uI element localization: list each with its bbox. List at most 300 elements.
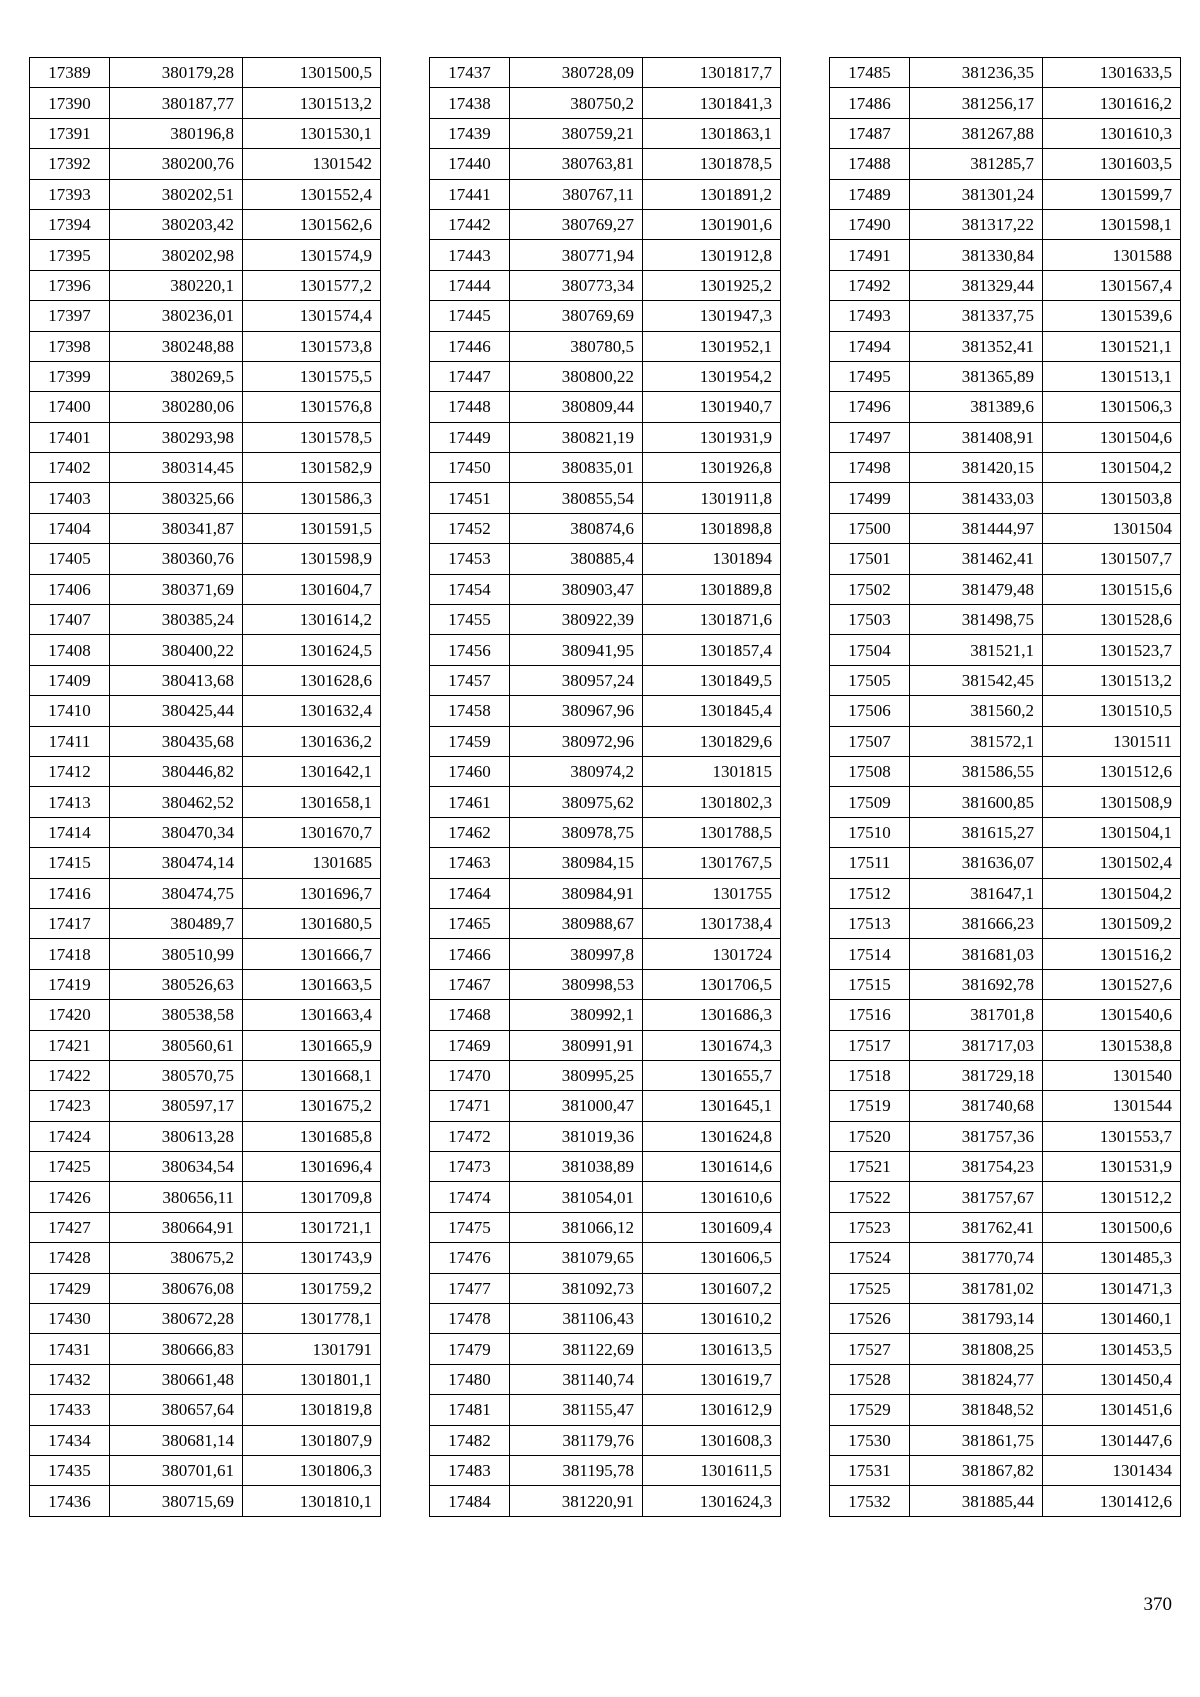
y-coordinate-cell: 1301562,6 (243, 209, 381, 239)
page-number: 370 (1143, 1594, 1172, 1615)
table-row (430, 1334, 781, 1364)
point-id-cell: 17514 (830, 939, 910, 969)
y-coordinate-cell: 1301460,1 (1043, 1304, 1181, 1334)
y-coordinate-cell: 1301509,2 (1043, 908, 1181, 938)
y-coordinate-cell: 1301544 (1043, 1091, 1181, 1121)
x-coordinate-cell: 381365,89 (910, 361, 1043, 391)
point-id-cell: 17531 (830, 1455, 910, 1485)
x-coordinate-cell: 380196,8 (110, 118, 243, 148)
table-row (430, 635, 781, 665)
table-row (830, 605, 1181, 635)
point-id-cell: 17425 (30, 1152, 110, 1182)
table-row (30, 848, 381, 878)
x-coordinate-cell: 380435,68 (110, 726, 243, 756)
y-coordinate-cell: 1301512,6 (1043, 756, 1181, 786)
table-row (830, 118, 1181, 148)
y-coordinate-cell: 1301614,2 (243, 605, 381, 635)
y-coordinate-cell: 1301633,5 (1043, 58, 1181, 88)
y-coordinate-cell: 1301619,7 (643, 1364, 781, 1394)
y-coordinate-cell: 1301658,1 (243, 787, 381, 817)
x-coordinate-cell: 380984,15 (510, 848, 643, 878)
point-id-cell: 17419 (30, 969, 110, 999)
table-row (430, 878, 781, 908)
table-row (830, 1121, 1181, 1151)
point-id-cell: 17473 (430, 1152, 510, 1182)
point-id-cell: 17508 (830, 756, 910, 786)
y-coordinate-cell: 1301412,6 (1043, 1486, 1181, 1516)
y-coordinate-cell: 1301500,5 (243, 58, 381, 88)
table-row (430, 331, 781, 361)
table-row (430, 209, 781, 239)
y-coordinate-cell: 1301447,6 (1043, 1425, 1181, 1455)
x-coordinate-cell: 380560,61 (110, 1030, 243, 1060)
y-coordinate-cell: 1301552,4 (243, 179, 381, 209)
point-id-cell: 17495 (830, 361, 910, 391)
table-row (830, 1273, 1181, 1303)
y-coordinate-cell: 1301512,2 (1043, 1182, 1181, 1212)
table-row (30, 88, 381, 118)
y-coordinate-cell: 1301665,9 (243, 1030, 381, 1060)
point-id-cell: 17397 (30, 301, 110, 331)
x-coordinate-cell: 380462,52 (110, 787, 243, 817)
table-row (430, 1152, 781, 1182)
table-row (830, 908, 1181, 938)
x-coordinate-cell: 381337,75 (910, 301, 1043, 331)
x-coordinate-cell: 381762,41 (910, 1212, 1043, 1242)
table-row (830, 209, 1181, 239)
x-coordinate-cell: 381038,89 (510, 1152, 643, 1182)
table-row (430, 969, 781, 999)
y-coordinate-cell: 1301894 (643, 544, 781, 574)
table-row (30, 756, 381, 786)
table-row (30, 392, 381, 422)
table-row (30, 1364, 381, 1394)
y-coordinate-cell: 1301613,5 (643, 1334, 781, 1364)
x-coordinate-cell: 380984,91 (510, 878, 643, 908)
y-coordinate-cell: 1301889,8 (643, 574, 781, 604)
table-row (430, 483, 781, 513)
point-id-cell: 17418 (30, 939, 110, 969)
point-id-cell: 17503 (830, 605, 910, 635)
table-row (430, 1425, 781, 1455)
table-row (430, 848, 781, 878)
point-id-cell: 17485 (830, 58, 910, 88)
table-row (830, 149, 1181, 179)
point-id-cell: 17478 (430, 1304, 510, 1334)
point-id-cell: 17471 (430, 1091, 510, 1121)
x-coordinate-cell: 381140,74 (510, 1364, 643, 1394)
y-coordinate-cell: 1301738,4 (643, 908, 781, 938)
table-row (30, 878, 381, 908)
point-id-cell: 17486 (830, 88, 910, 118)
x-coordinate-cell: 380800,22 (510, 361, 643, 391)
table-row (430, 756, 781, 786)
point-id-cell: 17490 (830, 209, 910, 239)
table-row (30, 179, 381, 209)
point-id-cell: 17440 (430, 149, 510, 179)
x-coordinate-cell: 381267,88 (910, 118, 1043, 148)
y-coordinate-cell: 1301504,2 (1043, 878, 1181, 908)
y-coordinate-cell: 1301655,7 (643, 1060, 781, 1090)
table-row (30, 483, 381, 513)
table-row (430, 301, 781, 331)
x-coordinate-cell: 380664,91 (110, 1212, 243, 1242)
table-row (30, 301, 381, 331)
table-row (430, 1486, 781, 1516)
y-coordinate-cell: 1301686,3 (643, 1000, 781, 1030)
table-row (430, 574, 781, 604)
table-row (830, 422, 1181, 452)
y-coordinate-cell: 1301610,6 (643, 1182, 781, 1212)
point-id-cell: 17438 (430, 88, 510, 118)
point-id-cell: 17412 (30, 756, 110, 786)
x-coordinate-cell: 380967,96 (510, 696, 643, 726)
y-coordinate-cell: 1301611,5 (643, 1455, 781, 1485)
y-coordinate-cell: 1301663,5 (243, 969, 381, 999)
table-row (830, 1152, 1181, 1182)
y-coordinate-cell: 1301668,1 (243, 1060, 381, 1090)
y-coordinate-cell: 1301829,6 (643, 726, 781, 756)
y-coordinate-cell: 1301819,8 (243, 1395, 381, 1425)
point-id-cell: 17498 (830, 453, 910, 483)
table-row (830, 1182, 1181, 1212)
x-coordinate-cell: 381329,44 (910, 270, 1043, 300)
point-id-cell: 17441 (430, 179, 510, 209)
x-coordinate-cell: 380656,11 (110, 1182, 243, 1212)
y-coordinate-cell: 1301485,3 (1043, 1243, 1181, 1273)
point-id-cell: 17431 (30, 1334, 110, 1364)
x-coordinate-cell: 380992,1 (510, 1000, 643, 1030)
x-coordinate-cell: 380941,95 (510, 635, 643, 665)
x-coordinate-cell: 380874,6 (510, 513, 643, 543)
y-coordinate-cell: 1301624,5 (243, 635, 381, 665)
x-coordinate-cell: 380236,01 (110, 301, 243, 331)
point-id-cell: 17516 (830, 1000, 910, 1030)
table-row (430, 1182, 781, 1212)
point-id-cell: 17530 (830, 1425, 910, 1455)
table-row (30, 149, 381, 179)
x-coordinate-cell: 381389,6 (910, 392, 1043, 422)
y-coordinate-cell: 1301706,5 (643, 969, 781, 999)
x-coordinate-cell: 380341,87 (110, 513, 243, 543)
x-coordinate-cell: 380715,69 (110, 1486, 243, 1516)
x-coordinate-cell: 381647,1 (910, 878, 1043, 908)
x-coordinate-cell: 381717,03 (910, 1030, 1043, 1060)
y-coordinate-cell: 1301542 (243, 149, 381, 179)
table-row (30, 726, 381, 756)
point-id-cell: 17504 (830, 635, 910, 665)
x-coordinate-cell: 381444,97 (910, 513, 1043, 543)
x-coordinate-cell: 380657,64 (110, 1395, 243, 1425)
y-coordinate-cell: 1301502,4 (1043, 848, 1181, 878)
y-coordinate-cell: 1301871,6 (643, 605, 781, 635)
y-coordinate-cell: 1301845,4 (643, 696, 781, 726)
y-coordinate-cell: 1301926,8 (643, 453, 781, 483)
point-id-cell: 17391 (30, 118, 110, 148)
point-id-cell: 17517 (830, 1030, 910, 1060)
x-coordinate-cell: 380991,91 (510, 1030, 643, 1060)
x-coordinate-cell: 381867,82 (910, 1455, 1043, 1485)
point-id-cell: 17452 (430, 513, 510, 543)
x-coordinate-cell: 380998,53 (510, 969, 643, 999)
x-coordinate-cell: 380325,66 (110, 483, 243, 513)
table-row (830, 88, 1181, 118)
table-row (830, 453, 1181, 483)
table-row (830, 696, 1181, 726)
point-id-cell: 17458 (430, 696, 510, 726)
y-coordinate-cell: 1301598,1 (1043, 209, 1181, 239)
point-id-cell: 17511 (830, 848, 910, 878)
table-row (830, 756, 1181, 786)
point-id-cell: 17525 (830, 1273, 910, 1303)
x-coordinate-cell: 381092,73 (510, 1273, 643, 1303)
table-row (430, 787, 781, 817)
table-row (830, 1395, 1181, 1425)
table-row (30, 1243, 381, 1273)
x-coordinate-cell: 380570,75 (110, 1060, 243, 1090)
table-row (430, 696, 781, 726)
x-coordinate-cell: 380771,94 (510, 240, 643, 270)
y-coordinate-cell: 1301925,2 (643, 270, 781, 300)
y-coordinate-cell: 1301675,2 (243, 1091, 381, 1121)
y-coordinate-cell: 1301608,3 (643, 1425, 781, 1455)
table-row (30, 331, 381, 361)
table-row (430, 270, 781, 300)
point-id-cell: 17493 (830, 301, 910, 331)
point-id-cell: 17395 (30, 240, 110, 270)
coordinates-table-3 (829, 57, 1181, 1517)
point-id-cell: 17496 (830, 392, 910, 422)
point-id-cell: 17505 (830, 665, 910, 695)
point-id-cell: 17432 (30, 1364, 110, 1394)
y-coordinate-cell: 1301574,9 (243, 240, 381, 270)
point-id-cell: 17404 (30, 513, 110, 543)
table-row (430, 665, 781, 695)
x-coordinate-cell: 380314,45 (110, 453, 243, 483)
x-coordinate-cell: 380675,2 (110, 1243, 243, 1273)
table-row (830, 817, 1181, 847)
point-id-cell: 17518 (830, 1060, 910, 1090)
x-coordinate-cell: 380666,83 (110, 1334, 243, 1364)
y-coordinate-cell: 1301504 (1043, 513, 1181, 543)
x-coordinate-cell: 381586,55 (910, 756, 1043, 786)
y-coordinate-cell: 1301931,9 (643, 422, 781, 452)
point-id-cell: 17417 (30, 908, 110, 938)
point-id-cell: 17429 (30, 1273, 110, 1303)
x-coordinate-cell: 380446,82 (110, 756, 243, 786)
y-coordinate-cell: 1301538,8 (1043, 1030, 1181, 1060)
y-coordinate-cell: 1301588 (1043, 240, 1181, 270)
point-id-cell: 17476 (430, 1243, 510, 1273)
x-coordinate-cell: 380750,2 (510, 88, 643, 118)
table-row (30, 665, 381, 695)
x-coordinate-cell: 381757,36 (910, 1121, 1043, 1151)
x-coordinate-cell: 381600,85 (910, 787, 1043, 817)
table-row (830, 1486, 1181, 1516)
point-id-cell: 17482 (430, 1425, 510, 1455)
table-row (830, 635, 1181, 665)
y-coordinate-cell: 1301450,4 (1043, 1364, 1181, 1394)
y-coordinate-cell: 1301912,8 (643, 240, 781, 270)
x-coordinate-cell: 380385,24 (110, 605, 243, 635)
table-row (430, 392, 781, 422)
point-id-cell: 17427 (30, 1212, 110, 1242)
y-coordinate-cell: 1301801,1 (243, 1364, 381, 1394)
table-row (830, 1000, 1181, 1030)
y-coordinate-cell: 1301759,2 (243, 1273, 381, 1303)
y-coordinate-cell: 1301531,9 (1043, 1152, 1181, 1182)
y-coordinate-cell: 1301539,6 (1043, 301, 1181, 331)
table-row (430, 908, 781, 938)
point-id-cell: 17524 (830, 1243, 910, 1273)
x-coordinate-cell: 380474,14 (110, 848, 243, 878)
y-coordinate-cell: 1301817,7 (643, 58, 781, 88)
y-coordinate-cell: 1301610,3 (1043, 118, 1181, 148)
y-coordinate-cell: 1301434 (1043, 1455, 1181, 1485)
point-id-cell: 17408 (30, 635, 110, 665)
point-id-cell: 17513 (830, 908, 910, 938)
x-coordinate-cell: 380220,1 (110, 270, 243, 300)
y-coordinate-cell: 1301507,7 (1043, 544, 1181, 574)
point-id-cell: 17453 (430, 544, 510, 574)
point-id-cell: 17450 (430, 453, 510, 483)
x-coordinate-cell: 381861,75 (910, 1425, 1043, 1455)
x-coordinate-cell: 380780,5 (510, 331, 643, 361)
y-coordinate-cell: 1301606,5 (643, 1243, 781, 1273)
x-coordinate-cell: 381740,68 (910, 1091, 1043, 1121)
point-id-cell: 17472 (430, 1121, 510, 1151)
x-coordinate-cell: 380661,48 (110, 1364, 243, 1394)
x-coordinate-cell: 380200,76 (110, 149, 243, 179)
point-id-cell: 17414 (30, 817, 110, 847)
y-coordinate-cell: 1301878,5 (643, 149, 781, 179)
point-id-cell: 17512 (830, 878, 910, 908)
y-coordinate-cell: 1301573,8 (243, 331, 381, 361)
point-id-cell: 17413 (30, 787, 110, 817)
point-id-cell: 17389 (30, 58, 110, 88)
table-row (30, 605, 381, 635)
x-coordinate-cell: 381636,07 (910, 848, 1043, 878)
x-coordinate-cell: 380763,81 (510, 149, 643, 179)
y-coordinate-cell: 1301610,2 (643, 1304, 781, 1334)
point-id-cell: 17460 (430, 756, 510, 786)
y-coordinate-cell: 1301680,5 (243, 908, 381, 938)
y-coordinate-cell: 1301788,5 (643, 817, 781, 847)
y-coordinate-cell: 1301911,8 (643, 483, 781, 513)
point-id-cell: 17464 (430, 878, 510, 908)
y-coordinate-cell: 1301952,1 (643, 331, 781, 361)
point-id-cell: 17527 (830, 1334, 910, 1364)
x-coordinate-cell: 380997,8 (510, 939, 643, 969)
table-row (30, 240, 381, 270)
table-row (430, 422, 781, 452)
table-row (30, 361, 381, 391)
point-id-cell: 17439 (430, 118, 510, 148)
x-coordinate-cell: 380371,69 (110, 574, 243, 604)
table-row (30, 1334, 381, 1364)
y-coordinate-cell: 1301540 (1043, 1060, 1181, 1090)
y-coordinate-cell: 1301612,9 (643, 1395, 781, 1425)
y-coordinate-cell: 1301724 (643, 939, 781, 969)
point-id-cell: 17475 (430, 1212, 510, 1242)
y-coordinate-cell: 1301513,1 (1043, 361, 1181, 391)
y-coordinate-cell: 1301841,3 (643, 88, 781, 118)
y-coordinate-cell: 1301954,2 (643, 361, 781, 391)
y-coordinate-cell: 1301721,1 (243, 1212, 381, 1242)
table-row (30, 453, 381, 483)
y-coordinate-cell: 1301755 (643, 878, 781, 908)
table-row (830, 787, 1181, 817)
y-coordinate-cell: 1301849,5 (643, 665, 781, 695)
table-row (830, 361, 1181, 391)
point-id-cell: 17394 (30, 209, 110, 239)
y-coordinate-cell: 1301863,1 (643, 118, 781, 148)
table-row (30, 1000, 381, 1030)
table-row (30, 58, 381, 88)
table-row (30, 908, 381, 938)
table-row (30, 1395, 381, 1425)
table-row (430, 240, 781, 270)
point-id-cell: 17465 (430, 908, 510, 938)
x-coordinate-cell: 380613,28 (110, 1121, 243, 1151)
y-coordinate-cell: 1301685,8 (243, 1121, 381, 1151)
point-id-cell: 17392 (30, 149, 110, 179)
x-coordinate-cell: 381757,67 (910, 1182, 1043, 1212)
point-id-cell: 17501 (830, 544, 910, 574)
x-coordinate-cell: 381122,69 (510, 1334, 643, 1364)
table-row (430, 817, 781, 847)
y-coordinate-cell: 1301891,2 (643, 179, 781, 209)
point-id-cell: 17457 (430, 665, 510, 695)
x-coordinate-cell: 380988,67 (510, 908, 643, 938)
x-coordinate-cell: 381236,35 (910, 58, 1043, 88)
table-row (430, 726, 781, 756)
point-id-cell: 17415 (30, 848, 110, 878)
y-coordinate-cell: 1301598,9 (243, 544, 381, 574)
y-coordinate-cell: 1301663,4 (243, 1000, 381, 1030)
y-coordinate-cell: 1301471,3 (1043, 1273, 1181, 1303)
x-coordinate-cell: 381729,18 (910, 1060, 1043, 1090)
x-coordinate-cell: 380903,47 (510, 574, 643, 604)
table-row (430, 1060, 781, 1090)
table-row (430, 88, 781, 118)
point-id-cell: 17435 (30, 1455, 110, 1485)
y-coordinate-cell: 1301604,7 (243, 574, 381, 604)
y-coordinate-cell: 1301451,6 (1043, 1395, 1181, 1425)
x-coordinate-cell: 381848,52 (910, 1395, 1043, 1425)
point-id-cell: 17437 (430, 58, 510, 88)
point-id-cell: 17462 (430, 817, 510, 847)
table-row (830, 544, 1181, 574)
y-coordinate-cell: 1301453,5 (1043, 1334, 1181, 1364)
x-coordinate-cell: 381220,91 (510, 1486, 643, 1516)
table-row (30, 1304, 381, 1334)
y-coordinate-cell: 1301607,2 (643, 1273, 781, 1303)
point-id-cell: 17454 (430, 574, 510, 604)
x-coordinate-cell: 380489,7 (110, 908, 243, 938)
table-row (830, 240, 1181, 270)
y-coordinate-cell: 1301636,2 (243, 726, 381, 756)
x-coordinate-cell: 380248,88 (110, 331, 243, 361)
y-coordinate-cell: 1301527,6 (1043, 969, 1181, 999)
coordinates-table-2 (429, 57, 781, 1517)
table-row (430, 1121, 781, 1151)
point-id-cell: 17434 (30, 1425, 110, 1455)
table-row (30, 817, 381, 847)
table-row (430, 1030, 781, 1060)
table-row (430, 1364, 781, 1394)
x-coordinate-cell: 381317,22 (910, 209, 1043, 239)
